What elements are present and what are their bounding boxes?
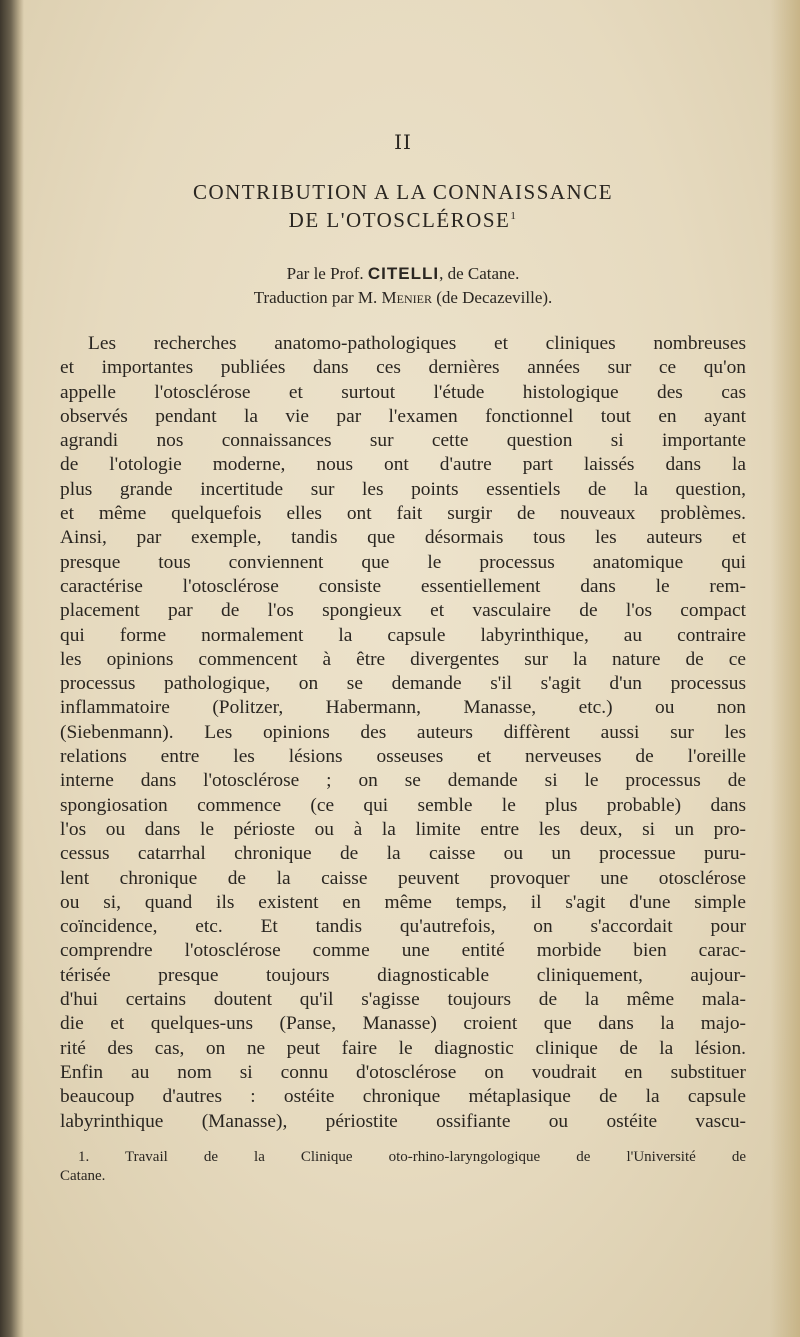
article [60, 130, 746, 1186]
article-title-line-2 [60, 204, 746, 232]
body-line: placement par de l'os spongieux et vasculaire de l'os compact [60, 600, 746, 622]
translation-prefix: Traduction par M. [253, 288, 382, 307]
body-line: de l'otologie moderne, nous ont d'autre part laissés dans la [60, 454, 746, 476]
body-line: cessus catarrhal chronique de la caisse ou un processue puru- [60, 843, 746, 865]
body-line: interne dans l'otosclérose ; on se demande si le processus de [60, 770, 746, 792]
page-binding-shadow [0, 0, 24, 1337]
body-line: relations entre les lésions osseuses et nerveuses de l'oreille [60, 746, 746, 768]
chapter-number: II [394, 130, 412, 154]
body-line: observés pendant la vie par l'examen fonctionnel tout en ayant [60, 405, 746, 427]
article-title-line-1: CONTRIBUTION A LA CONNAISSANCE [192, 180, 614, 204]
footnote-line-1: 1. Travail de la Clinique oto-rhino-laryngologique de l'Université de [78, 1148, 746, 1165]
body-line: processus pathologique, on se demande s'il s'agit d'un processus [60, 673, 746, 695]
article-title-text: DE L'OTOSCLÉROSE [288, 208, 511, 232]
body-line: les opinions commencent à être divergentes sur la nature de ce [60, 648, 746, 670]
body-line: qui forme normalement la capsule labyrinthique, au contraire [60, 624, 746, 646]
body-line: ou si, quand ils existent en même temps, il s'agit d'une simple [60, 891, 746, 913]
body-line: die et quelques-uns (Panse, Manasse) croient que dans la majo- [60, 1013, 746, 1035]
author-line [60, 262, 746, 286]
body-line: appelle l'otosclérose et surtout l'étude histologique des cas [60, 381, 746, 403]
translator-name: Menier [381, 288, 432, 307]
body-line: labyrinthique (Manasse), périostite ossifiante ou ostéite vascu- [60, 1110, 746, 1132]
body-line: coïncidence, etc. Et tandis qu'autrefois, on s'accordait pour [60, 916, 746, 938]
author-suffix: , de Catane. [439, 264, 520, 283]
body-line: Les recherches anatomo-pathologiques et cliniques nombreuses [88, 333, 746, 354]
body-line: Ainsi, par exemple, tandis que désormais tous les auteurs et [60, 527, 746, 549]
body-line: (Siebenmann). Les opinions des auteurs diffèrent aussi sur les [60, 721, 746, 743]
footnote [60, 1148, 746, 1186]
body-line: l'os ou dans le périoste ou à la limite entre les deux, si un pro- [60, 818, 746, 840]
body-paragraph [60, 332, 746, 1134]
body-line: d'hui certains doutent qu'il s'agisse toujours de la même mala- [60, 989, 746, 1011]
body-line: rité des cas, on ne peut faire le diagnostic clinique de la lésion. [60, 1037, 746, 1059]
body-line: térisée presque toujours diagnosticable cliniquement, aujour- [60, 964, 746, 986]
footnote-reference: 1 [510, 210, 518, 222]
body-line: inflammatoire (Politzer, Habermann, Manasse, etc.) ou non [60, 697, 746, 719]
translation-suffix: (de Decazeville). [431, 288, 553, 307]
body-line: spongiosation commence (ce qui semble le plus probable) dans [60, 794, 746, 816]
body-line: lent chronique de la caisse peuvent provoquer une otosclérose [60, 867, 746, 889]
body-line: plus grande incertitude sur les points essentiels de la question, [60, 478, 746, 500]
author-prefix: Par le Prof. [286, 264, 368, 283]
body-line: et même quelquefois elles ont fait surgir de nouveaux problèmes. [60, 503, 746, 525]
body-line: caractérise l'otosclérose consiste essentiellement dans le rem- [60, 575, 746, 597]
body-line: agrandi nos connaissances sur cette question si importante [60, 430, 746, 452]
body-line: presque tous conviennent que le processus anatomique qui [60, 551, 746, 573]
body-line: beaucoup d'autres : ostéite chronique métaplasique de la capsule [60, 1086, 746, 1108]
body-line: Enfin au nom si connu d'otosclérose on voudrait en substituer [60, 1061, 746, 1083]
body-line: comprendre l'otosclérose comme une entité morbide bien carac- [60, 940, 746, 962]
footnote-line-2: Catane. [60, 1167, 106, 1184]
body-line: et importantes publiées dans ces dernières années sur ce qu'on [60, 357, 746, 379]
translation-line [60, 286, 746, 310]
page-edge-discoloration [770, 0, 800, 1337]
author-name: CITELLI [367, 264, 440, 283]
